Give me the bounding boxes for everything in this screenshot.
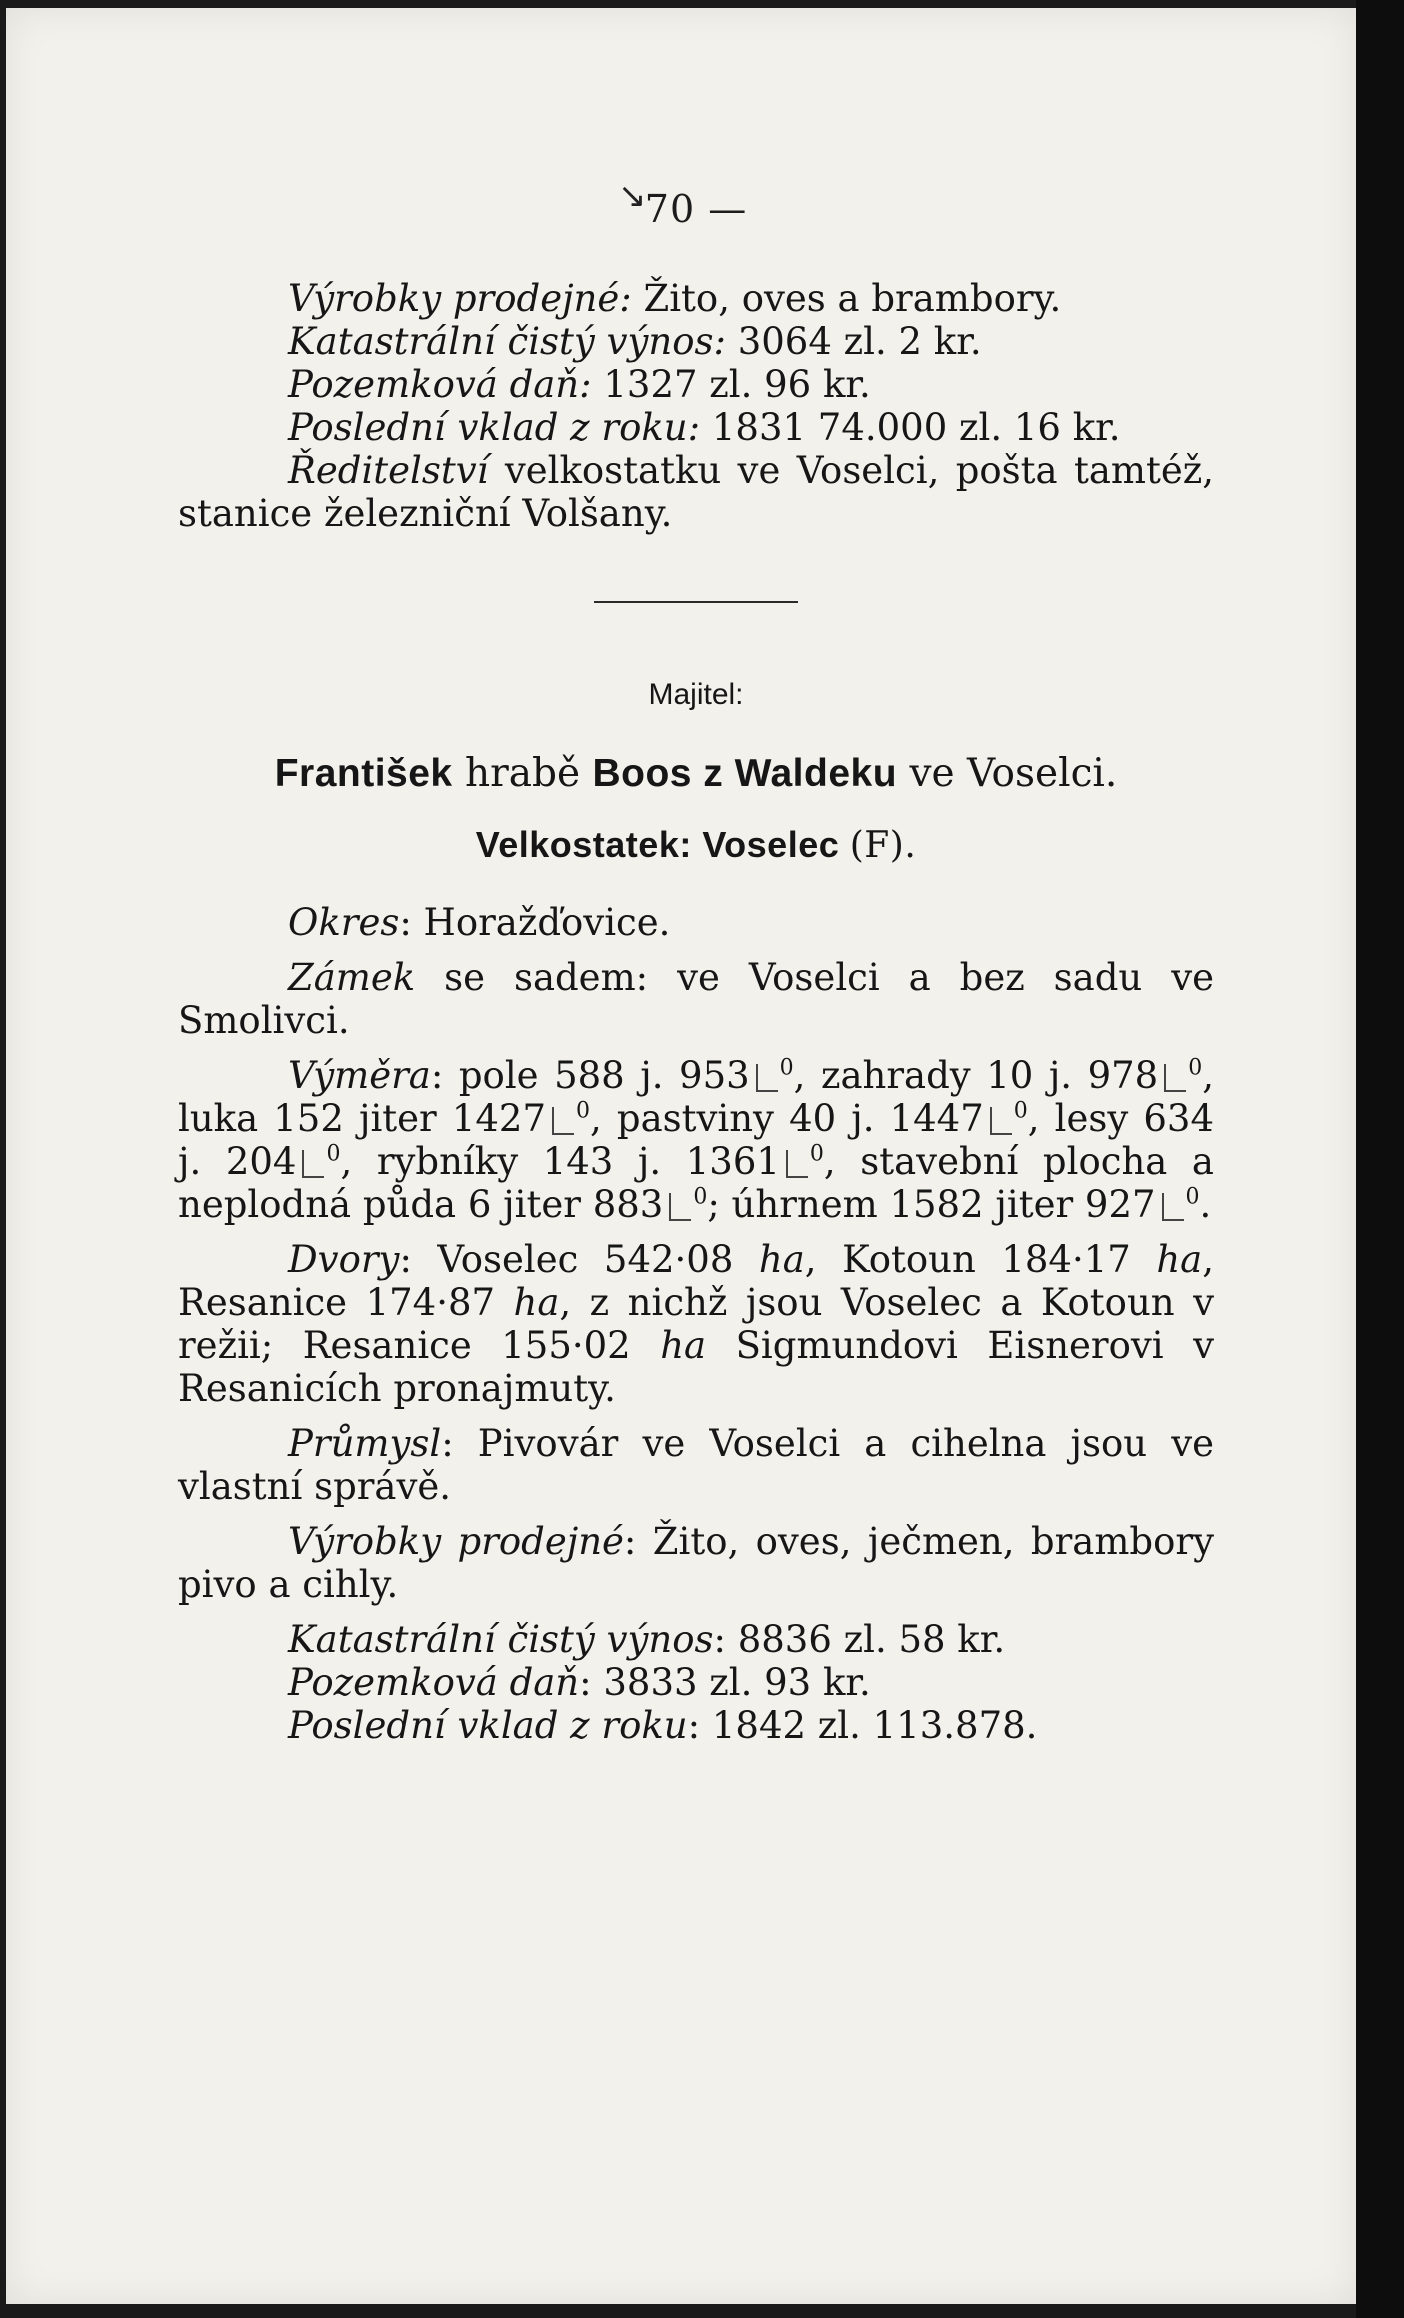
castle-value: se sadem: ve Voselci a bez sadu ve Smolivci. — [178, 956, 1214, 1042]
section-divider — [594, 601, 798, 603]
office-line — [178, 449, 1214, 535]
industry-value: : Pivovár ve Voselci a cihelna jsou ve vlastní správě. — [178, 1422, 1214, 1508]
square-fathom-icon — [1162, 1193, 1184, 1221]
area-fields: : pole 588 j. 953 — [430, 1054, 750, 1097]
unit-ha: ha — [1156, 1238, 1203, 1281]
square-fathom-icon — [302, 1150, 324, 1178]
products-line-2 — [178, 1520, 1214, 1606]
unit-ha: ha — [660, 1324, 707, 1367]
square-fathom-icon — [552, 1107, 574, 1135]
section-voselec — [178, 901, 1214, 1747]
degree-mark: 0 — [779, 1055, 794, 1081]
area-paragraph — [178, 1054, 1214, 1226]
office-label: Ředitelství — [288, 449, 489, 492]
degree-mark: 0 — [693, 1184, 708, 1210]
document-page — [6, 8, 1356, 2304]
owner-place: ve Voselci. — [897, 751, 1118, 796]
products-value: Žito, oves a brambory. — [631, 277, 1062, 320]
owner-title: hrabě — [452, 751, 593, 796]
cadastral-line-2 — [178, 1618, 1214, 1661]
cadastral-value-2: : 8836 zl. 58 kr. — [713, 1618, 1006, 1661]
deposit-value: 1831 74.000 zl. 16 kr. — [700, 406, 1121, 449]
products-label-2: Výrobky prodejné — [288, 1520, 624, 1563]
district-value: : Horažďovice. — [399, 901, 671, 944]
owner-label: Majitel: — [648, 678, 744, 711]
page-number: 70 — — [644, 187, 748, 231]
square-fathom-icon — [669, 1193, 691, 1221]
degree-mark: 0 — [1185, 1184, 1200, 1210]
degree-mark: 0 — [1188, 1055, 1203, 1081]
section-previous-estate — [178, 277, 1214, 535]
area-forests: , lesy 634 j. 204 — [178, 1097, 1214, 1183]
cadastral-value: 3064 zl. 2 kr. — [725, 320, 982, 363]
estate-code: (F). — [849, 825, 917, 866]
tax-value: 1327 zl. 96 kr. — [591, 363, 871, 406]
cadastral-label: Katastrální čistý výnos: — [288, 320, 726, 363]
cadastral-line — [178, 320, 1214, 363]
owner-line — [178, 752, 1214, 795]
square-fathom-icon — [756, 1064, 778, 1092]
owner-first-name: František — [274, 752, 453, 795]
deposit-line — [178, 406, 1214, 449]
unit-ha: ha — [513, 1281, 560, 1324]
products-line — [178, 277, 1214, 320]
square-fathom-icon — [1164, 1064, 1186, 1092]
tax-value-2: : 3833 zl. 93 kr. — [579, 1661, 871, 1704]
degree-mark: 0 — [1013, 1098, 1028, 1124]
tax-label: Pozemková daň: — [288, 363, 592, 406]
area-ponds: , rybníky 143 j. 1361 — [340, 1140, 780, 1183]
degree-mark: 0 — [326, 1141, 341, 1167]
area-gardens: , zahrady 10 j. 978 — [793, 1054, 1159, 1097]
yards-label: Dvory — [288, 1238, 400, 1281]
district-label: Okres — [288, 901, 400, 944]
tax-line-2 — [178, 1661, 1214, 1704]
tax-line — [178, 363, 1214, 406]
tax-label-2: Pozemková daň — [288, 1661, 580, 1704]
yard-resanice: , Resanice 174·87 — [178, 1238, 1214, 1324]
estate-title — [178, 823, 1214, 867]
unit-ha: ha — [758, 1238, 805, 1281]
pencil-mark: ↘ — [618, 176, 647, 216]
square-fathom-icon — [786, 1150, 808, 1178]
cadastral-label-2: Katastrální čistý výnos — [288, 1618, 714, 1661]
industry-label: Průmysl — [288, 1422, 442, 1465]
deposit-line-2 — [178, 1704, 1214, 1747]
castle-line — [178, 956, 1214, 1042]
area-meadows: , luka 152 jiter 1427 — [178, 1054, 1214, 1140]
castle-label: Zámek — [288, 956, 416, 999]
page-content — [178, 188, 1214, 1747]
deposit-label-2: Poslední vklad z roku — [288, 1704, 688, 1747]
degree-mark: 0 — [809, 1141, 824, 1167]
estate-name: Velkostatek: Voselec — [475, 824, 850, 865]
area-building-land: , stavební plocha a neplodná půda 6 jiter 883 — [178, 1140, 1214, 1226]
deposit-label: Poslední vklad z roku: — [288, 406, 701, 449]
yard-voselec: : Voselec 542·08 — [399, 1238, 759, 1281]
yards-lease: Sigmundovi Eisnerovi v Resanicích pronajmuty. — [178, 1324, 1214, 1410]
office-value: velkostatku ve Voselci, pošta tamtéž, stanice železniční Volšany. — [178, 449, 1214, 535]
industry-line — [178, 1422, 1214, 1508]
products-label: Výrobky prodejné: — [288, 277, 632, 320]
products-value-2: : Žito, oves, ječmen, brambory pivo a cihly. — [178, 1520, 1214, 1606]
scan-edge — [1356, 0, 1404, 2318]
yards-management: , z nichž jsou Voselec a Kotoun v režii; Resanice 155·02 — [178, 1281, 1214, 1367]
degree-mark: 0 — [576, 1098, 591, 1124]
area-label: Výměra — [288, 1054, 431, 1097]
square-fathom-icon — [990, 1107, 1012, 1135]
area-total: ; úhrnem 1582 jiter 927 — [707, 1183, 1156, 1226]
owner-surname: Boos z Waldeku — [592, 752, 898, 795]
area-pastures: , pastviny 40 j. 1447 — [590, 1097, 984, 1140]
district-line — [178, 901, 1214, 944]
area-end: . — [1199, 1183, 1212, 1226]
yard-kotoun: , Kotoun 184·17 — [804, 1238, 1157, 1281]
yards-paragraph — [178, 1238, 1214, 1410]
deposit-value-2: : 1842 zl. 113.878. — [687, 1704, 1038, 1747]
